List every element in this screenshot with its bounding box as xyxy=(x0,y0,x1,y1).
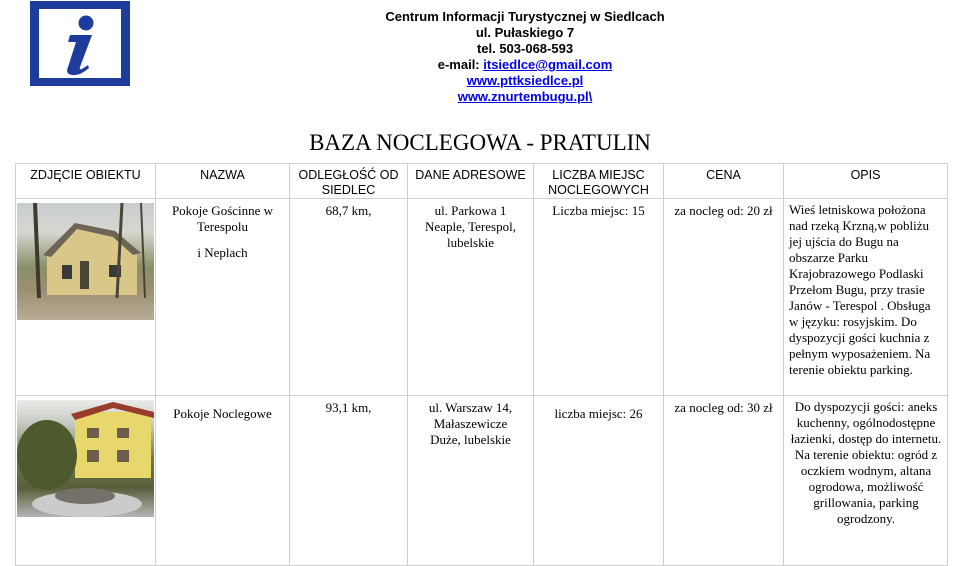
www2-link[interactable]: www.znurtembugu.pl\ xyxy=(457,89,593,104)
photo-cell xyxy=(16,396,156,566)
price-cell: za nocleg od: 20 zł xyxy=(664,199,784,396)
col-header-price: CENA xyxy=(664,164,784,199)
table-row xyxy=(16,396,948,566)
col-header-places: LICZBA MIEJSC NOCLEGOWYCH xyxy=(534,164,664,199)
address-cell: ul. Parkowa 1 Neaple, Terespol, lubelskie xyxy=(408,199,534,396)
org-phone: tel. 503-068-593 xyxy=(476,41,574,56)
object-name: Pokoje Gościnne w Terespolu xyxy=(171,203,274,234)
col-header-photo: ZDJĘCIE OBIEKTU xyxy=(16,164,156,199)
house-photo xyxy=(17,203,154,320)
www2-line xyxy=(318,89,732,105)
table-row xyxy=(16,199,948,396)
col-header-address: DANE ADRESOWE xyxy=(408,164,534,199)
price-cell: za nocleg od: 30 zł xyxy=(664,396,784,566)
accommodation-table xyxy=(15,163,948,566)
description-cell: Do dyspozycji gości: aneks kuchenny, ogólnodostępne łazienki, dostęp do internetu. Na terenie obiektu: ogród z oczkiem wodnym, altana ogrodowa, możliwość grillowania, parking ogrodzony. xyxy=(784,396,948,566)
email-label: e-mail: xyxy=(437,57,484,72)
name-cell: Pokoje Noclegowe xyxy=(156,396,290,566)
www1-line xyxy=(318,73,732,89)
col-header-distance: ODLEGŁOŚĆ OD SIEDLEC xyxy=(290,164,408,199)
house-garden-photo xyxy=(17,400,154,517)
contact-header xyxy=(318,9,732,105)
tourist-info-logo xyxy=(30,1,130,86)
email-link[interactable]: itsiedlce@gmail.com xyxy=(483,57,613,72)
col-header-name: NAZWA xyxy=(156,164,290,199)
org-name: Centrum Informacji Turystycznej w Siedlcach xyxy=(385,9,665,24)
org-email-line xyxy=(318,57,732,73)
info-i-icon xyxy=(30,1,130,86)
address-cell: ul. Warszaw 14, Małaszewicze Duże, lubelskie xyxy=(408,396,534,566)
www1-link[interactable]: www.pttksiedlce.pl xyxy=(466,73,584,88)
description-cell: Wieś letniskowa położona nad rzeką Krzną,w pobliżu jej ujścia do Bugu na obszarze Parku Krajobrazowego Podlaski Przełom Bugu, przy trasie Janów - Terespol . Obsługa w języku: rosyjskim. Do dyspozycji gości kuchnia z pełnym wyposażeniem. Na terenie obiektu parking. xyxy=(784,199,948,396)
places-cell: liczba miejsc: 26 xyxy=(534,396,664,566)
distance-cell: 68,7 km, xyxy=(290,199,408,396)
col-header-description: OPIS xyxy=(784,164,948,199)
org-address: ul. Pułaskiego 7 xyxy=(475,25,575,40)
places-cell: Liczba miejsc: 15 xyxy=(534,199,664,396)
photo-cell xyxy=(16,199,156,396)
distance-cell: 93,1 km, xyxy=(290,396,408,566)
object-name-location: i Neplach xyxy=(197,245,248,260)
table-header-row xyxy=(16,164,948,199)
page-title: BAZA NOCLEGOWA - PRATULIN xyxy=(309,130,651,155)
name-cell xyxy=(156,199,290,396)
